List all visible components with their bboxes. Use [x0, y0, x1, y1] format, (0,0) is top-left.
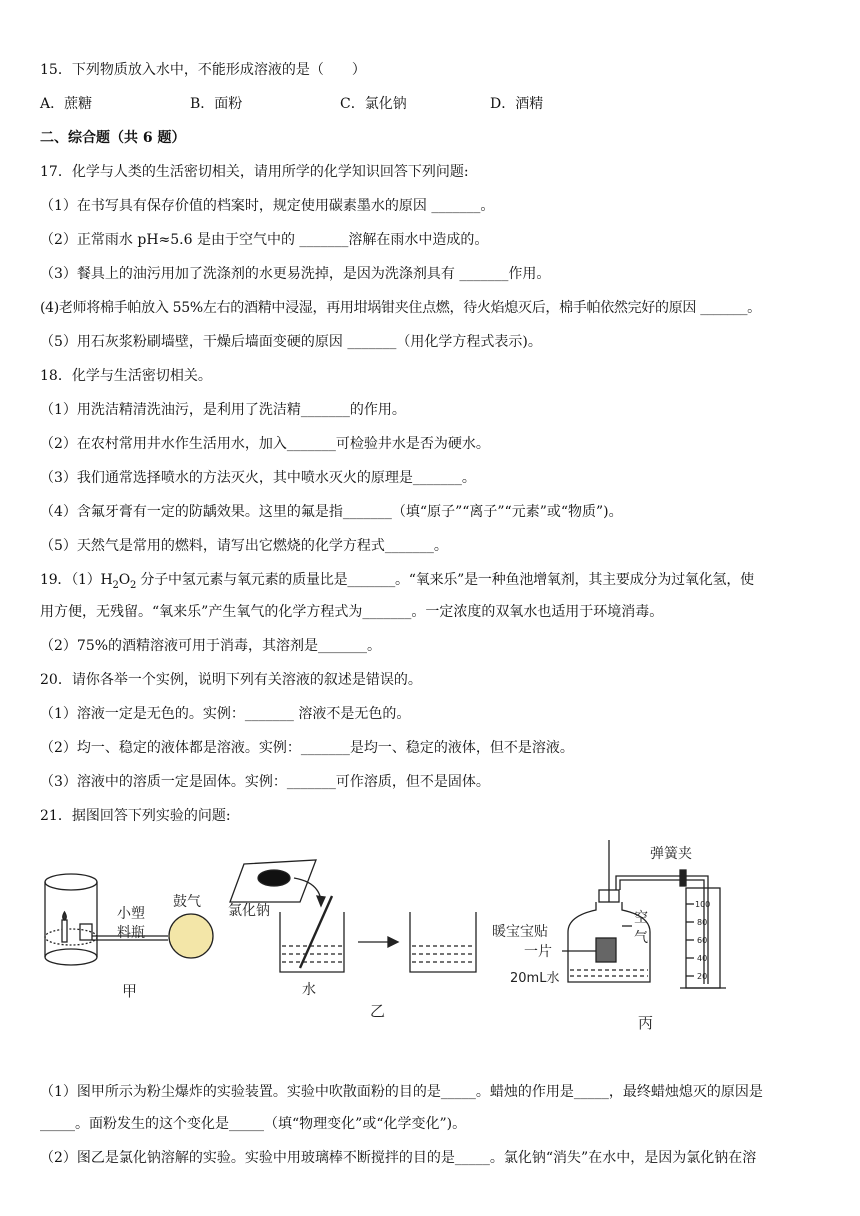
q21-experiment-figure	[36, 832, 726, 1042]
q20-item-2: （2）均一、稳定的液体都是溶液。实例：_______是均一、稳定的液体，但不是溶液。	[40, 740, 574, 756]
bing-label-air-2: 气	[634, 930, 648, 946]
q17-item-4: (4)老师将棉手帕放入 55%左右的酒精中浸湿，再用坩埚钳夹住点燃，待火焰熄灭后，棉手帕依然完好的原因 _______。	[40, 300, 761, 316]
q20-item-1: （1）溶液一定是无色的。实例：_______ 溶液不是无色的。	[40, 706, 411, 722]
q18-item-3: （3）我们通常选择喷水的方法灭火，其中喷水灭火的原理是_______。	[40, 470, 476, 486]
jia-label-bottle-1: 小塑	[117, 906, 145, 922]
q18-item-1: （1）用洗洁精清洗油污，是利用了洗洁精_______的作用。	[40, 402, 406, 418]
candle-flame-icon	[63, 912, 67, 920]
jia-label-bottle-2: 料瓶	[117, 925, 145, 941]
q21-item-1-line-2: _____。面粉发生的这个变化是_____（填“物理变化”或“化学变化”)。	[40, 1116, 467, 1132]
q17-item-1: （1）在书写具有保存价值的档案时，规定使用碳素墨水的原因 _______。	[40, 198, 495, 214]
q19-subscript-2: 2	[129, 579, 137, 591]
bing-label-clip: 弹簧夹	[650, 846, 692, 862]
q15-option-b: B．面粉	[190, 96, 243, 112]
q20-item-3: （3）溶液中的溶质一定是固体。实例：_______可作溶质，但不是固体。	[40, 774, 490, 790]
q19-line-2: 用方便，无残留。“氧来乐”产生氧气的化学方程式为_______。一定浓度的双氧水也适用于环境消毒。	[40, 604, 664, 620]
yi-caption: 乙	[370, 1002, 386, 1020]
section-title: 二、综合题（共 6 题）	[40, 130, 186, 146]
q19-text-a: 19．（1）H	[40, 572, 113, 588]
bing-scale-80: 80	[697, 918, 708, 927]
bing-label-piece: 一片	[524, 944, 552, 960]
q15-option-a: A．蔗糖	[40, 96, 93, 112]
q18-item-2: （2）在农村常用井水作生活用水，加入_______可检验井水是否为硬水。	[40, 436, 490, 452]
q15-stem: 15．下列物质放入水中，不能形成溶液的是（ ）	[40, 62, 366, 78]
q19-line-1	[40, 570, 754, 596]
bing-scale-100: 100	[695, 900, 711, 909]
q18-stem: 18．化学与生活密切相关。	[40, 368, 212, 384]
bing-scale-60: 60	[697, 936, 708, 945]
q21-stem: 21．据图回答下列实验的问题:	[40, 808, 231, 824]
spring-clip-icon	[680, 870, 686, 886]
q15-option-d: D．酒精	[490, 96, 544, 112]
bing-scale-20: 20	[697, 972, 708, 981]
bing-label-water: 20mL水	[510, 971, 560, 986]
q21-item-1-line-1: （1）图甲所示为粉尘爆炸的实验装置。实验中吹散面粉的目的是_____。蜡烛的作用是_____，最终蜡烛熄灭的原因是	[40, 1084, 763, 1100]
bing-label-warmer: 暖宝宝贴	[492, 924, 548, 940]
q20-stem: 20．请你各举一个实例，说明下列有关溶液的叙述是错误的。	[40, 672, 422, 688]
jia-label-blow: 鼓气	[173, 894, 201, 910]
bing-scale-40: 40	[697, 954, 708, 963]
q17-item-2: （2）正常雨水 pH≈5.6 是由于空气中的 _______溶解在雨水中造成的。	[40, 232, 489, 248]
yi-label-water: 水	[302, 982, 316, 998]
q18-item-5: （5）天然气是常用的燃料，请写出它燃烧的化学方程式_______。	[40, 538, 448, 554]
q19-text-b: O	[118, 572, 130, 588]
q19-item-2: （2）75%的酒精溶液可用于消毒，其溶剂是_______。	[40, 638, 382, 654]
q17-stem: 17．化学与人类的生活密切相关，请用所学的化学知识回答下列问题:	[40, 164, 469, 180]
q17-item-3: （3）餐具上的油污用加了洗涤剂的水更易洗掉，是因为洗涤剂具有 _______作用。	[40, 266, 551, 282]
q21-item-2-line-1: （2）图乙是氯化钠溶解的实验。实验中用玻璃棒不断搅拌的目的是_____。氯化钠“消失”在水中，是因为氯化钠在溶	[40, 1150, 757, 1166]
q19-subscript-1: 2	[112, 579, 119, 591]
yi-label-nacl: 氯化钠	[228, 903, 270, 919]
q15-options	[40, 94, 543, 114]
q15-option-c: C．氯化钠	[340, 96, 407, 112]
bing-caption: 丙	[638, 1014, 654, 1032]
bing-label-air-1: 空	[634, 910, 648, 926]
q17-item-5: （5）用石灰浆粉刷墙壁，干燥后墙面变硬的原因 _______（用化学方程式表示)。	[40, 334, 542, 350]
jia-caption: 甲	[122, 982, 138, 1000]
q19-text-c: 分子中氢元素与氧元素的质量比是_______。“氧来乐”是一种鱼池增氧剂，其主要成分为过氧化氢，使	[136, 572, 754, 588]
sodium-chloride-pile	[258, 870, 290, 886]
q18-item-4: （4）含氟牙膏有一定的防龋效果。这里的氟是指_______（填“原子”“离子”“元素”或“物质”)。	[40, 504, 623, 520]
